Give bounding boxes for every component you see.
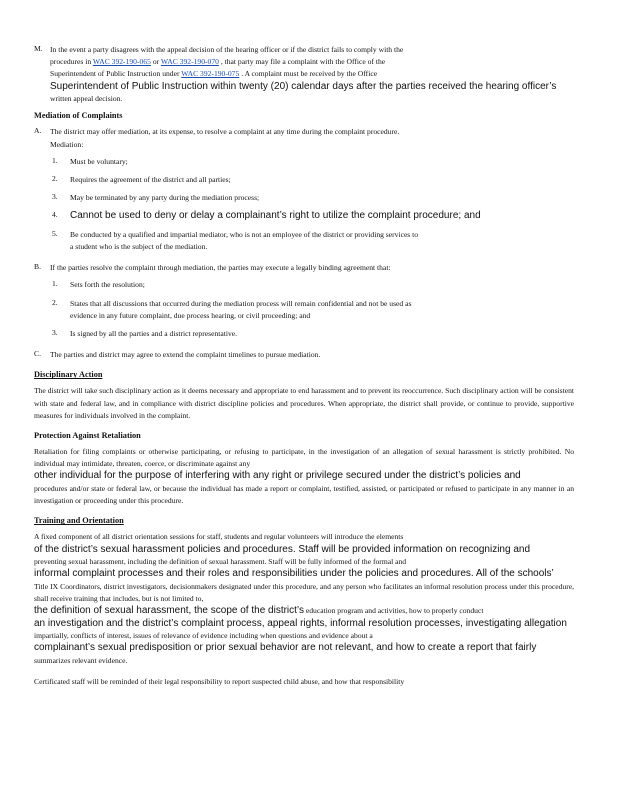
document-page: [34, 44, 574, 688]
training-line-5: Title IX Coordinators, district investigators, decisionmakers designated under this procedure, and any person who facilitates an informal resolution process under this procedure, shall receive training that includes, but is not limited to,: [34, 581, 574, 603]
mediation-a: [34, 126, 574, 150]
section-m-line-4: Superintendent of Public Instruction within twenty (20) calendar days after the parties received the hearing officer’s: [50, 80, 557, 92]
mediation-item-4: 4. Cannot be used to deny or delay a complainant’s right to utilize the complaint procedure; and: [52, 210, 481, 222]
training-line-1: A fixed component of all district orientation sessions for staff, students and regular volunteers will introduce the elements: [34, 532, 404, 542]
section-m: [34, 44, 574, 105]
mediation-a-text-2: Mediation:: [50, 139, 84, 149]
wac-link-065[interactable]: WAC 392-190-065: [92, 57, 151, 67]
mediation-b: [34, 262, 574, 274]
section-m-label: M.: [34, 44, 43, 53]
retaliation-line-1: Retaliation for filing complaints or otherwise participating, or refusing to participate, in the investigation of an allegation of sexual harassment is strictly prohibited. No individual may intimidate, threaten, coerce, or discriminate against any: [34, 447, 574, 469]
mediation-item-5: 5. Be conducted by a qualified and impartial mediator, who is not an employee of the district or providing services to a student who is the subject of the mediation.: [52, 228, 419, 252]
mediation-item-1: 1. Must be voluntary;: [52, 155, 128, 166]
heading-protection-retaliation: Protection Against Retaliation: [34, 431, 141, 441]
mediation-c-label: C.: [34, 349, 41, 359]
disciplinary-text: The district will take such disciplinary action as it deems necessary and appropriate to end harassment and to prevent its reoccurrence. Such disciplinary action will be consistent with state and federal law, and in compliance with district discipline policies and procedures. When appropriate, the district shall provide, or continue to provide, supportive measures for individuals involved in the complaint.: [34, 386, 574, 420]
training-line-7: an investigation and the district’s complaint process, appeal rights, informal resolution processes, investigating allegation: [34, 617, 567, 629]
mediation-item-3: 3. May be terminated by any party during the mediation process;: [52, 192, 260, 203]
training-line-4: informal complaint processes and their roles and responsibilities under the policies and procedures. All of the schools’: [34, 568, 554, 580]
mediation-item-2: 2. Requires the agreement of the district and all parties;: [52, 173, 231, 184]
retaliation-line-2: other individual for the purpose of interfering with any right or privilege secured under the district’s policies and: [34, 470, 521, 482]
wac-link-075[interactable]: WAC 392-190-075: [181, 69, 240, 79]
mediation-a-label: A.: [34, 126, 42, 136]
mediation-c: [34, 349, 574, 361]
training-line-3: preventing sexual harassment, including the definition of sexual harassment. Staff will be fully informed of the formal and: [34, 557, 407, 567]
section-m-line-2: procedures in WAC 392-190-065 or WAC 392-190-070 , that party may file a complaint with the Office of the: [50, 57, 386, 67]
heading-training-orientation: Training and Orientation: [34, 516, 124, 526]
heading-disciplinary-action: Disciplinary Action: [34, 370, 103, 380]
section-m-line-1: In the event a party disagrees with the appeal decision of the hearing officer or if the district fails to comply with the: [50, 45, 404, 54]
retaliation-line-3: procedures and/or state or federal law, or because the individual has made a report or complaint, testified, assisted, or participated or refused to participate in any manner in an investigation or proceeding under this procedure.: [34, 483, 574, 506]
mediation-b-label: B.: [34, 262, 41, 272]
mediation-b-item-3: 3. Is signed by all the parties and a district representative.: [52, 328, 238, 339]
training-line-10: summarizes relevant evidence.: [34, 655, 128, 665]
training-line-9: complainant’s sexual predisposition or prior sexual behavior are not relevant, and how to create a report that fairly: [34, 642, 537, 654]
training-line-2: of the district’s sexual harassment policies and procedures. Staff will be provided information on recognizing and: [34, 543, 531, 555]
mediation-b-item-2: 2. States that all discussions that occurred during the mediation process will remain confidential and not be used as evidence in any future complaint, due process hearing, or civil proceeding; and: [52, 297, 412, 320]
mediation-b-item-1: 1. Sets forth the resolution;: [52, 279, 145, 290]
section-m-line-5: written appeal decision.: [50, 94, 123, 104]
mediation-b-text: If the parties resolve the complaint through mediation, the parties may execute a legally binding agreement that:: [50, 263, 391, 273]
wac-link-070[interactable]: WAC 392-190-070: [160, 57, 219, 67]
mediation-a-text: The district may offer mediation, at its expense, to resolve a complaint at any time during the complaint procedure.: [50, 127, 400, 137]
heading-mediation: Mediation of Complaints: [34, 111, 123, 121]
certificated-text: Certificated staff will be reminded of their legal responsibility to report suspected child abuse, and how that responsibility: [34, 677, 405, 687]
mediation-c-text: The parties and district may agree to extend the complaint timelines to pursue mediation.: [50, 350, 321, 360]
section-m-line-3: Superintendent of Public Instruction under WAC 392-190-075 . A complaint must be received by the Office: [50, 69, 378, 79]
training-line-6: the definition of sexual harassment, the scope of the district’s education program and activities, how to properly conduct: [34, 605, 484, 617]
training-line-8: impartially, conflicts of interest, issues of relevance of evidence including when questions and evidence about a: [34, 631, 373, 641]
